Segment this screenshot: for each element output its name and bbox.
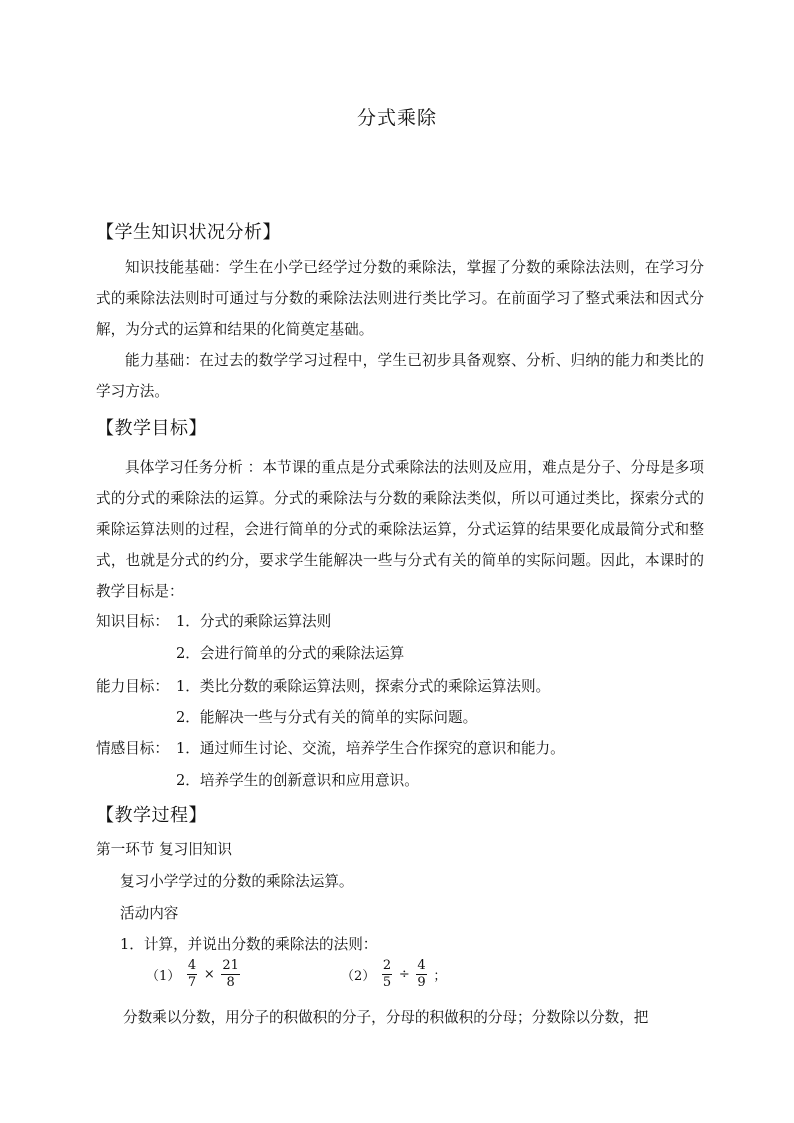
fraction [416,958,426,991]
fraction-denominator: 7 [187,975,197,990]
process-rule: 分数乘以分数，用分子的积做积的分子，分母的积做积的分母；分数除以分数，把 [123,1009,649,1026]
goals-paragraph: 具体学习任务分析 ：本节课的重点是分式乘除法的法则及应用，难点是分子、分母是多项式的分式的乘除法的运算。分式的乘除法与分数的乘除法类似，所以可通过类比，探索分式的乘除运算法则的过程，会进行简单的分式的乘除法运算，分式运算的结果要化成最简分式和整式，也就是分式的约分，要求学生能解决一些与分式有关的简单的实际问题。因此，本课时的教学目标是： [96,459,704,600]
fraction-numerator: 4 [417,958,426,973]
fraction [221,958,240,991]
section-heading-process: 【教学过程】 [96,805,207,826]
process-review: 复习小学学过的分数的乘除法运算。 [120,873,354,890]
fraction-numerator: 4 [187,958,197,973]
fraction-numerator: 2 [382,958,392,973]
process-step-1: 第一环节 复习旧知识 [96,841,232,858]
ability-goal-1: 1．类比分数的乘除运算法则，探索分式的乘除运算法则。 [176,678,551,695]
process-task: 1．计算，并说出分数的乘除法的法则： [120,936,378,953]
fraction-denominator: 8 [226,975,235,990]
multiply-sign: × [203,967,215,982]
knowledge-goal-label: 知识目标： [96,613,169,630]
knowledge-goal-1: 1．分式的乘除运算法则 [176,613,332,630]
page-title: 分式乘除 [356,107,437,129]
analysis-paragraph-ability: 能力基础：在过去的数学学习过程中，学生已初步具备观察、分析、归纳的能力和类比的学习方法。 [96,352,704,400]
ability-goal-label: 能力目标： [96,678,169,695]
fraction-denominator: 9 [417,975,426,990]
exercise-2-label: （2） [341,969,376,984]
fraction [187,958,197,991]
ability-goal-2: 2．能解决一些与分式有关的简单的实际问题。 [176,709,478,726]
fraction-numerator: 21 [222,958,239,973]
exercise-1 [145,958,241,991]
section-heading-goals: 【教学目标】 [96,418,207,439]
process-activity: 活动内容 [120,905,179,922]
knowledge-goal-2: 2．会进行简单的分式的乘除法运算 [176,645,405,662]
exercise-1-label: （1） [146,969,181,984]
exercise-2 [340,958,447,991]
emotion-goal-2: 2．培养学生的创新意识和应用意识。 [176,772,419,789]
divide-sign: ÷ [398,967,410,982]
emotion-goal-1: 1．通过师生讨论、交流，培养学生合作探究的意识和能力。 [176,740,565,757]
emotion-goal-label: 情感目标： [96,740,169,757]
fraction [382,958,392,991]
section-heading-analysis: 【学生知识状况分析】 [96,222,281,243]
analysis-paragraph-knowledge: 知识技能基础：学生在小学已经学过分数的乘除法，掌握了分数的乘除法法则，在学习分式的乘除法法则时可通过与分数的乘除法法则进行类比学习。在前面学习了整式乘法和因式分解，为分式的运算和结果的化简奠定基础。 [96,259,704,338]
semicolon: ； [433,969,447,984]
fraction-denominator: 5 [382,975,392,990]
